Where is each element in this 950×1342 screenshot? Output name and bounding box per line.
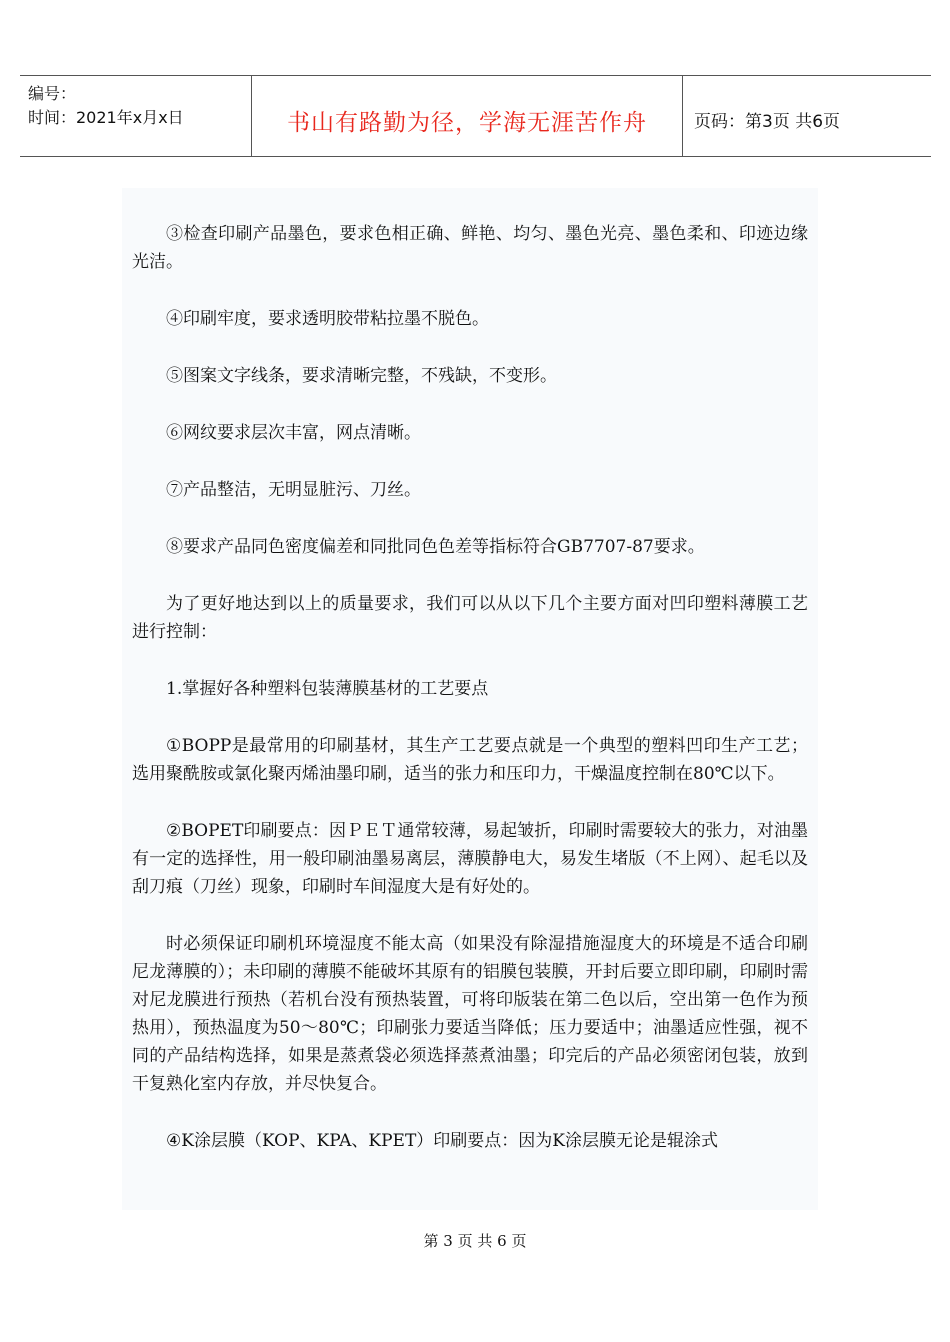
time-label: 时间：2021年x月x日 [28,108,184,127]
header-page-info: 页码：第3页 共6页 [694,112,841,132]
paragraph: 为了更好地达到以上的质量要求，我们可以从以下几个主要方面对凹印塑料薄膜工艺进行控制： [132,594,808,642]
paragraph: ③检查印刷产品墨色，要求色相正确、鲜艳、均匀、墨色光亮、墨色柔和、印迹边缘光洁。 [132,224,808,272]
header-divider [682,76,683,156]
page-footer: 第 3 页 共 6 页 [423,1232,527,1250]
header-meta [28,82,184,130]
document-body [122,188,818,1210]
paragraph: ②BOPET印刷要点：因ＰＥＴ通常较薄，易起皱折，印刷时需要较大的张力，对油墨有一定的选择性，用一般印刷油墨易离层，薄膜静电大，易发生堵版（不上网）、起毛以及刮刀痕（刀丝）现象，印刷时车间湿度大是有好处的。 [132,821,808,897]
paragraph: ④K涂层膜（KOP、KPA、KPET）印刷要点：因为K涂层膜无论是辊涂式 [166,1131,719,1151]
page-header [20,75,931,157]
paragraph: ⑦产品整洁，无明显脏污、刀丝。 [166,480,421,500]
paragraph: 时必须保证印刷机环境湿度不能太高（如果没有除湿措施湿度大的环境是不适合印刷尼龙薄膜的）；未印刷的薄膜不能破坏其原有的铝膜包装膜，开封后要立即印刷，印刷时需对尼龙膜进行预热（若机台没有预热装置，可将印版装在第二色以后，空出第一色作为预热用），预热温度为50～80℃；印刷张力要适当降低；压力要适中；油墨适应性强，视不同的产品结构选择，如果是蒸煮袋必须选择蒸煮油墨；印完后的产品必须密闭包装，放到干复熟化室内存放，并尽快复合。 [132,934,808,1094]
paragraph: ①BOPP是最常用的印刷基材，其生产工艺要点就是一个典型的塑料凹印生产工艺；选用聚酰胺或氯化聚丙烯油墨印刷，适当的张力和压印力，干燥温度控制在80℃以下。 [132,736,808,784]
paragraph: ④印刷牢度，要求透明胶带粘拉墨不脱色。 [166,309,489,329]
paragraph: ⑥网纹要求层次丰富，网点清晰。 [166,423,421,443]
section-heading: 1.掌握好各种塑料包装薄膜基材的工艺要点 [166,679,489,699]
serial-label: 编号： [28,84,77,103]
header-motto: 书山有路勤为径，学海无涯苦作舟 [287,110,647,136]
paragraph: ⑤图案文字线条，要求清晰完整，不残缺，不变形。 [166,366,557,386]
paragraph: ⑧要求产品同色密度偏差和同批同色色差等指标符合GB7707-87要求。 [166,537,705,557]
